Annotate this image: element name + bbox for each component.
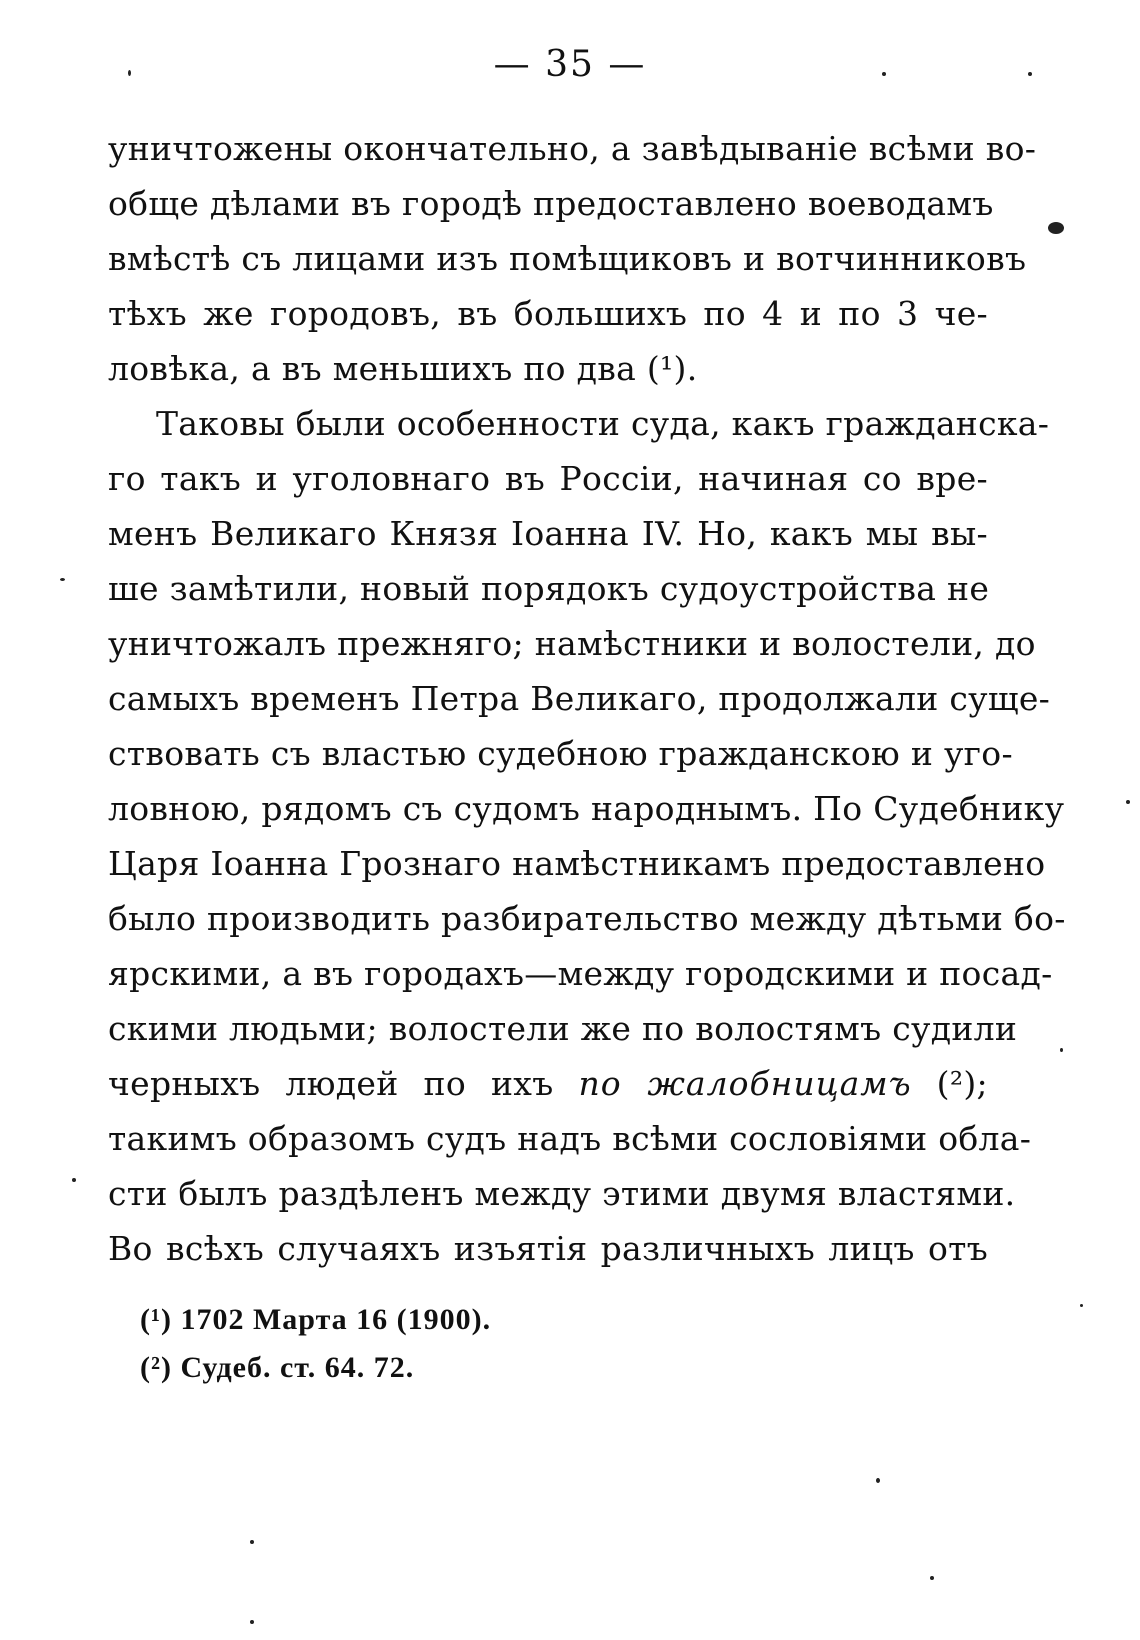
text-fragment: черныхъ людей по ихъ	[108, 1064, 579, 1103]
text-line: ловѣка, а въ меньшихъ по два (¹).	[108, 349, 698, 388]
text-line: менъ Великаго Князя Іоанна IV. Но, какъ мы вы-	[108, 514, 988, 553]
text-line: уничтожалъ прежняго; намѣстники и волостели, до	[108, 624, 1036, 663]
text-line: обще дѣлами въ городѣ предоставлено воеводамъ	[108, 184, 994, 223]
text-line: Во всѣхъ случаяхъ изъятія различныхъ лицъ отъ	[108, 1229, 988, 1268]
scan-speck	[72, 1178, 76, 1182]
text-line: вмѣстѣ съ лицами изъ помѣщиковъ и вотчинниковъ	[108, 239, 1027, 278]
scan-speck	[1028, 72, 1032, 76]
scan-speck	[128, 70, 131, 76]
footnote: (¹) 1702 Марта 16 (1900).	[140, 1303, 492, 1336]
text-fragment: (²);	[911, 1064, 988, 1103]
text-line: го такъ и уголовнаго въ Россіи, начиная со вре-	[108, 459, 988, 498]
text-line: тѣхъ же городовъ, въ большихъ по 4 и по 3 че-	[108, 294, 988, 333]
text-line: было производить разбирательство между дѣтьми бо-	[108, 899, 1066, 938]
scan-speck	[882, 72, 886, 76]
page-number: — 35 —	[493, 44, 647, 85]
scan-speck	[60, 578, 65, 581]
scan-speck	[250, 1620, 254, 1624]
text-line: сти былъ раздѣленъ между этими двумя властями.	[108, 1174, 1016, 1213]
text-line: скими людьми; волостели же по волостямъ судили	[108, 1009, 1018, 1048]
text-line: Царя Іоанна Грознаго намѣстникамъ предоставлено	[108, 844, 1046, 883]
scan-speck	[1080, 1304, 1083, 1307]
scan-speck	[876, 1478, 880, 1483]
scan-speck	[1060, 1048, 1063, 1052]
text-line: ствовать съ властью судебною гражданскою и уго-	[108, 734, 1013, 773]
text-line: ярскими, а въ городахъ—между городскими и посад-	[108, 954, 1053, 993]
footnote: (²) Судеб. ст. 64. 72.	[140, 1351, 415, 1384]
text-line: ловною, рядомъ съ судомъ народнымъ. По Судебнику	[108, 789, 1065, 828]
text-line: ше замѣтили, новый порядокъ судоустройства не	[108, 569, 990, 608]
text-line: такимъ образомъ судъ надъ всѣми сословіями обла-	[108, 1119, 1032, 1158]
text-line: самыхъ временъ Петра Великаго, продолжали суще-	[108, 679, 1051, 718]
scan-speck	[1126, 800, 1130, 804]
scan-speck	[930, 1576, 934, 1580]
italic-phrase: по жалобницамъ	[578, 1064, 912, 1103]
scan-speck	[1048, 222, 1064, 234]
scan-speck	[250, 1540, 254, 1544]
text-line: уничтожены окончательно, а завѣдываніе всѣми во-	[108, 129, 1037, 168]
text-line	[108, 1063, 988, 1105]
text-line: Таковы были особенности суда, какъ гражданска-	[156, 404, 1050, 443]
